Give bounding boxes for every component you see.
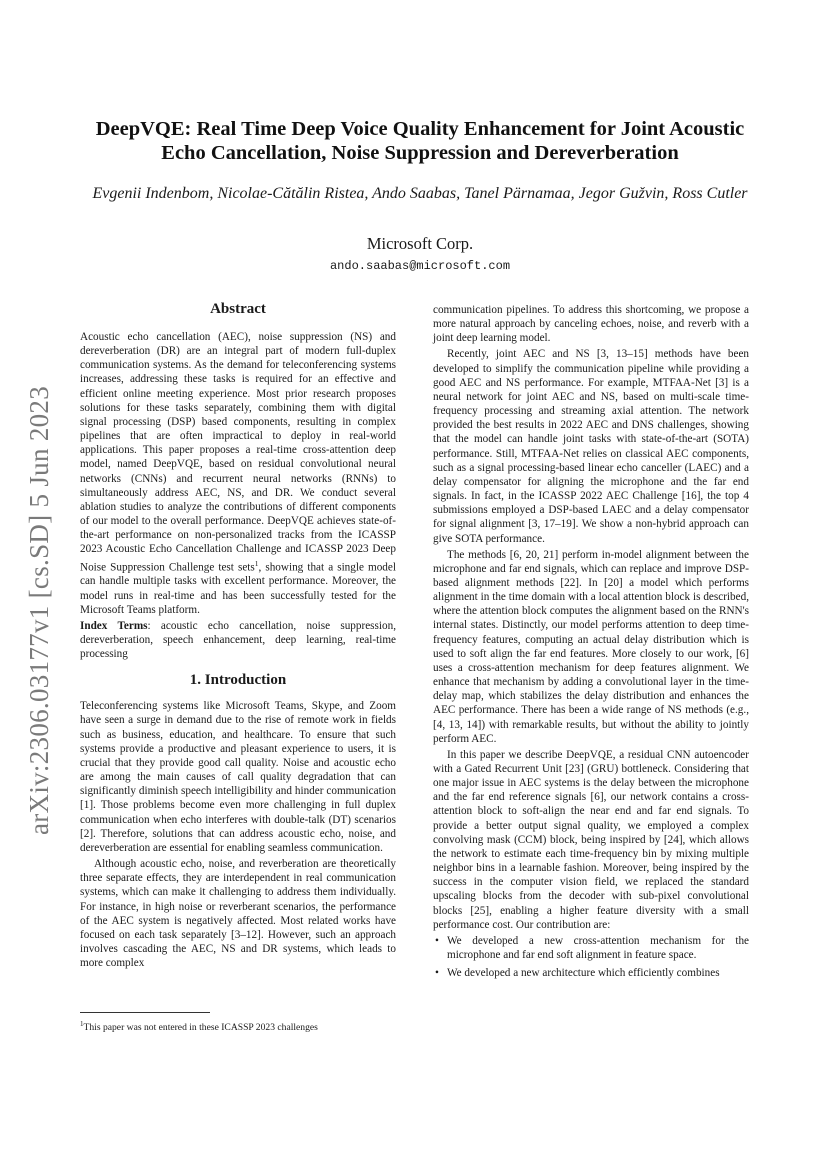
footnote-marker: 1: [254, 558, 259, 568]
intro-paragraph: In this paper we describe DeepVQE, a residual CNN autoencoder with a Gated Recurrent Unit [23] (GRU) bottleneck. Considering that one major issue in AEC systems is the delay between the microphone and the far end reference signals [6], our network contains a cross-attention block to soft-align the near end and far end signals. To provide a better output signal quality, we employed a complex convolving mask (CCM) block, being inspired by [24], which allows the network to estimate each time-frequency bin by mixing multiple neighbor bins in a learnable fashion. Moreover, being inspired by the success in the computer vision field, we replaced the standard upscaling blocks from the decoder with sub-pixel convolutional blocks [25], enabling a higher feature diversity with a small performance cost. Our contribution are:: [433, 748, 749, 931]
author-list: Evgenii Indenbom, Nicolae-Cătălin Ristea, Ando Saabas, Tanel Pärnamaa, Jegor Gužvin, Ross Cutler: [92, 185, 748, 202]
footnote-text: This paper was not entered in these ICASSP 2023 challenges: [83, 1022, 318, 1034]
left-column: [80, 300, 396, 972]
arxiv-identifier-text: arXiv:2306.03177v1 [cs.SD] 5 Jun 2023: [24, 385, 55, 835]
intro-paragraph: The methods [6, 20, 21] perform in-model alignment between the microphone and far end signals, which can replace and improve DSP-based alignment methods [22]. In [20] a model which performs alignment in the time domain with a local attention block is described, where the attention block computes the alignment based on the RNN's internal states. Distinctly, our model performs attention to deep time-frequency features, computing an actual delay distribution which is used to soft align the far end features. More closely to our work, [6] uses a cross-attention mechanism for deep features alignment. We enhance that mechanism by adding a convolutional layer in the time-delay map, which stabilizes the delay distribution and enhances the AEC performance. There has been a wide range of NS methods (e.g., [4, 13, 14]) with remarkable results, but without the ability to jointly perform AEC.: [433, 548, 749, 745]
contribution-item: • We developed a new cross-attention mechanism for the microphone and far end soft alignment in feature space.: [433, 934, 749, 962]
right-column: [433, 303, 749, 984]
contribution-item: • We developed a new architecture which efficiently combines: [433, 966, 749, 980]
footnote: [80, 1018, 396, 1034]
introduction-heading: 1. Introduction: [189, 672, 287, 689]
intro-paragraph: Although acoustic echo, noise, and reverberation are theoretically three separate effects, they are interdependent in real communication systems, which can make it challenging to address them individually. For instance, in high noise or reverberant scenarios, the performance of the AEC system is negatively affected. Most related works have focused on each task separately [3–12]. However, such an approach involves cascading the AEC, NS and DR systems, which leads to more complex: [80, 858, 396, 970]
affiliation: Microsoft Corp.: [366, 234, 474, 253]
index-terms-label: Index Terms: [80, 619, 148, 632]
abstract-text: Acoustic echo cancellation (AEC), noise suppression (NS) and dereverberation (DR) are an integral part of modern full-duplex communication systems. As the demand for teleconferencing systems increases, addressing these tasks is required for an effective and efficient online meeting experience. Most prior research proposes solutions for these tasks separately, combining them with digital signal processing (DSP) based components, resulting in complex pipelines that are often impractical to deploy in real-world applications. This paper proposes a real-time cross-attention deep model, named DeepVQE, based on residual convolutional neural networks (CNNs) and recurrent neural networks (RNNs) to simultaneously address AEC, NS, and DR. We conduct several ablation studies to analyze the contributions of different components of our model to the overall performance. DeepVQE achieves state-of-the-art performance on non-personalized tracks from the ICASSP 2023 Acoustic Echo Cancellation Challenge and ICASSP 2023 Deep Noise Suppression Challenge test sets: [80, 331, 396, 574]
index-terms: [80, 619, 396, 661]
footnote-number: 1: [80, 1020, 84, 1028]
contribution-list: [433, 934, 749, 980]
intro-paragraph: communication pipelines. To address this shortcoming, we propose a more natural approach by canceling echoes, noise, and reverb with a joint deep learning model.: [433, 304, 749, 345]
footnote-divider: [80, 1012, 210, 1013]
arxiv-identifier-stamp: [23, 380, 56, 840]
abstract-text-continued: , showing that a single model can handle multiple tasks with excellent performance. Moreover, the model runs in real-time and has been successfully tested for the Microsoft Teams platform.: [80, 561, 396, 616]
abstract-heading: Abstract: [210, 301, 266, 317]
abstract-body: [80, 330, 396, 617]
paper-title: DeepVQE: Real Time Deep Voice Quality Enhancement for Joint Acoustic Echo Cancellation, Noise Suppression and Dereverberation: [95, 118, 745, 164]
intro-paragraph: Recently, joint AEC and NS [3, 13–15] methods have been developed to simplify the communication pipeline while providing a good AEC and NS performance. For example, MTFAA-Net [3] is a neural network for joint AEC and NS, based on multi-scale time-frequency processing and streaming axial attention. The network provided the best results in 2022 AEC and DNS challenges, showing that the model can handle joint tasks with state-of-the-art (SOTA) performance. Still, MTFAA-Net relies on classical AEC components, such as a signal processing-based linear echo canceller (LAEC) and a delay compensator for aligning the microphone and the far end signals. In fact, in the ICASSP 2022 AEC Challenge [16], the top 4 submissions employed a DSP-based LAEC and a delay compensator for signal alignment [3, 17–19]. We show a non-hybrid approach can give SOTA performance.: [433, 348, 749, 545]
intro-paragraph: Teleconferencing systems like Microsoft Teams, Skype, and Zoom have seen a surge in demand due to the rise of remote work in fields such as business, education, and healthcare. To ensure that such systems provide a productive and pleasant experience to users, it is crucial that they provide good call quality. Noise and acoustic echo are among the main causes of call quality degradation that can significantly diminish speech intelligibility and hinder communication [1]. Those problems become even more challenging in full duplex communication when echo interferes with double-talk (DT) scenarios [2]. Therefore, solutions that can address acoustic echo, noise, and dereverberation are essential for enabling seamless communication.: [80, 700, 396, 854]
contact-email: ando.saabas@microsoft.com: [329, 259, 511, 273]
index-terms-text: : acoustic echo cancellation, noise suppression, dereverberation, speech enhancement, deep learning, real-time processing: [80, 619, 396, 661]
